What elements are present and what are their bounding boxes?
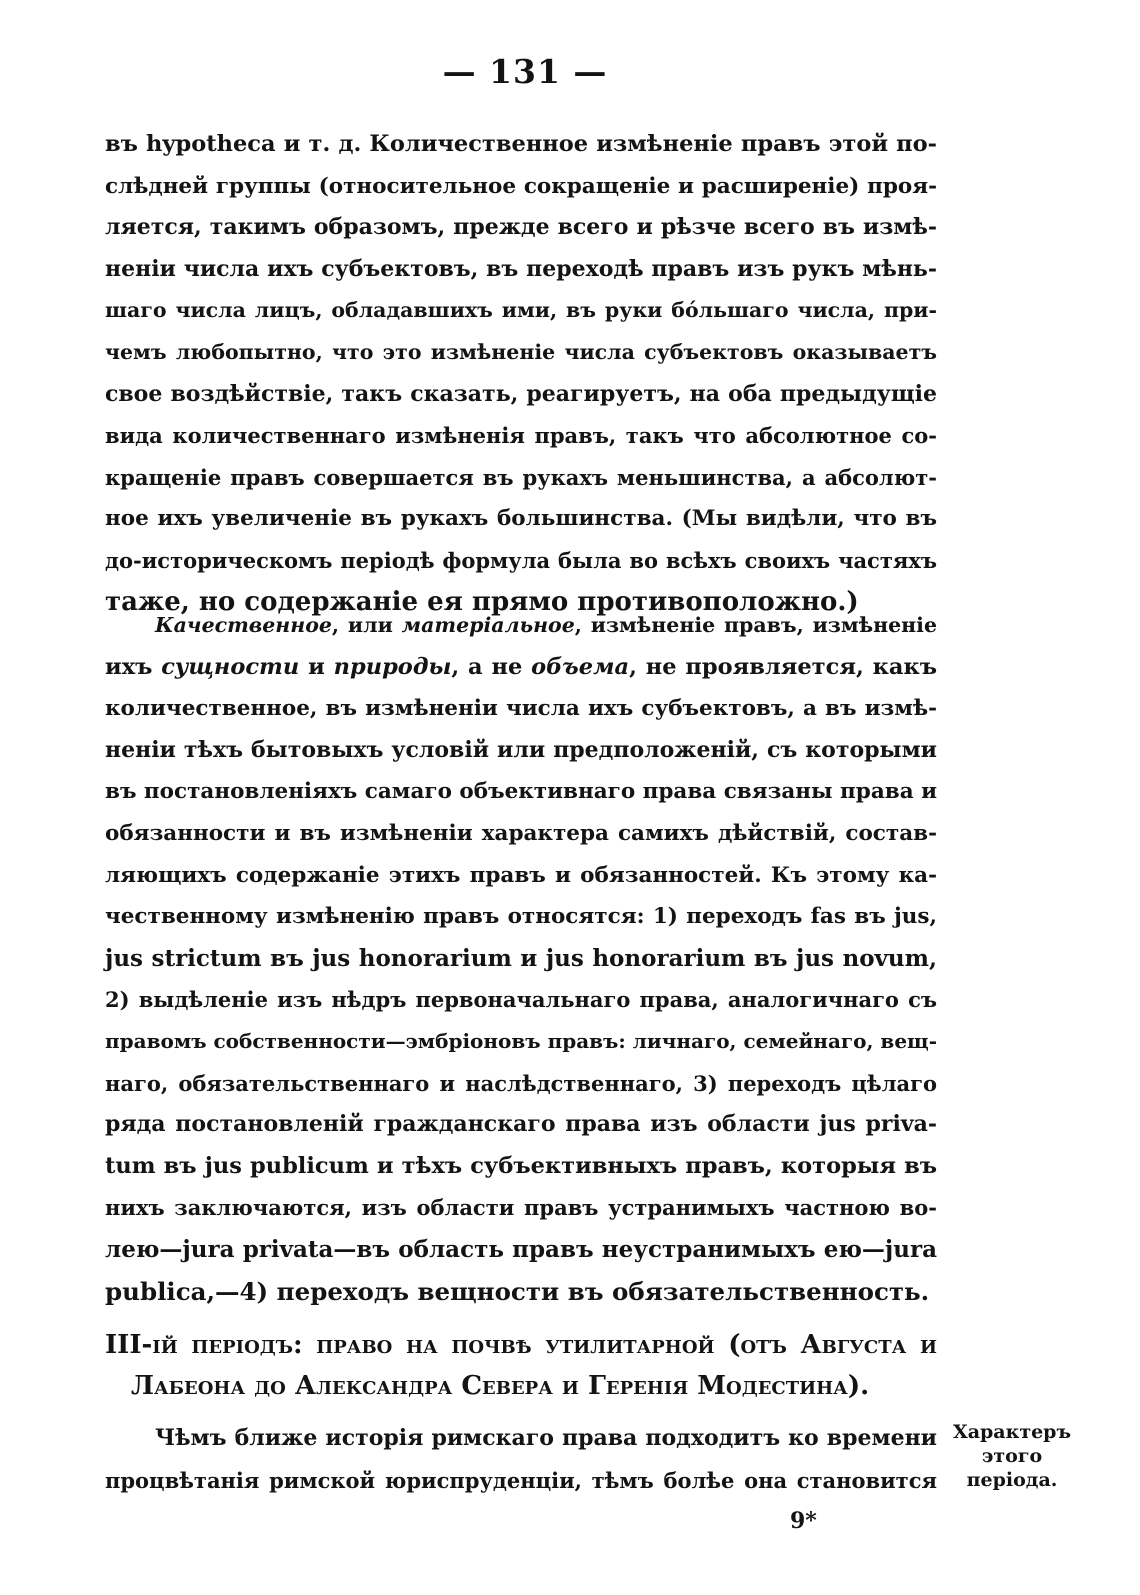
text-line: 2) выдѣленіе изъ нѣдръ первоначальнаго права, аналогичнаго съ bbox=[105, 987, 937, 1013]
text-run: ихъ bbox=[105, 653, 162, 680]
text-line bbox=[105, 647, 937, 689]
text-line: неніи тѣхъ бытовыхъ условій или предположеній, съ которыми bbox=[105, 736, 937, 763]
italic-term: объема bbox=[531, 653, 630, 680]
period-heading bbox=[105, 1325, 937, 1407]
text-line: вида количественнаго измѣненія правъ, такъ что абсолютное со- bbox=[105, 423, 937, 449]
text-line: нихъ заключаются, изъ области правъ устранимыхъ частною во- bbox=[105, 1195, 937, 1221]
text-run: , или bbox=[331, 613, 402, 637]
text-line: ляется, такимъ образомъ, прежде всего и рѣзче всего въ измѣ- bbox=[105, 214, 937, 241]
paragraph-period-character bbox=[105, 1418, 937, 1501]
paragraph-qualitative-change bbox=[105, 605, 937, 1312]
text-line bbox=[105, 605, 937, 647]
text-line: слѣдней группы (относительное сокращеніе и расширеніе) проя- bbox=[105, 173, 937, 199]
text-line: чемъ любопытно, что это измѣненіе числа субъектовъ оказываетъ bbox=[105, 339, 937, 364]
heading-line: Лабеона до Александра Севера и Геренія Модестина). bbox=[131, 1371, 870, 1401]
text-line: ряда постановленій гражданскаго права изъ области jus priva- bbox=[105, 1111, 937, 1138]
italic-term: Качественное bbox=[155, 613, 332, 637]
text-line: обязанности и въ измѣненіи характера самихъ дѣйствій, состав- bbox=[105, 820, 937, 846]
text-run: , а не bbox=[451, 653, 532, 680]
text-run: и bbox=[299, 653, 334, 680]
paragraph-quantitative-change bbox=[105, 124, 937, 623]
margin-note-line: этого періода. bbox=[966, 1445, 1058, 1491]
text-line: ляющихъ содержаніе этихъ правъ и обязанностей. Къ этому ка- bbox=[105, 862, 937, 888]
text-line: правомъ собственности—эмбріоновъ правъ: личнаго, семейнаго, вещ- bbox=[105, 1028, 937, 1053]
text-run: , не проявляется, какъ bbox=[629, 653, 937, 680]
text-line: наго, обязательственнаго и наслѣдственнаго, 3) переходъ цѣлаго bbox=[105, 1070, 937, 1096]
text-line: лею—jura privata—въ область правъ неустранимыхъ ею—jura bbox=[105, 1235, 937, 1263]
text-line: кращеніе правъ совершается въ рукахъ меньшинства, а абсолют- bbox=[105, 464, 937, 490]
text-line: publica,—4) переходъ вещности въ обязательственность. bbox=[105, 1276, 930, 1306]
heading-line: III-ій періодъ: право на почвѣ утилитарной (отъ Августа и bbox=[105, 1330, 937, 1360]
margin-note bbox=[937, 1420, 1087, 1492]
text-line: въ постановленіяхъ самаго объективнаго права связаны права и bbox=[105, 779, 938, 805]
text-line: процвѣтанія римской юриспруденціи, тѣмъ болѣе она становится bbox=[105, 1467, 937, 1493]
page-number: — 131 — bbox=[442, 52, 608, 91]
margin-note-line: Характеръ bbox=[952, 1421, 1072, 1443]
text-line: tum въ jus publicum и тѣхъ субъективныхъ правъ, которыя въ bbox=[105, 1152, 937, 1179]
italic-term: матеріальное bbox=[401, 613, 575, 637]
text-run: , измѣненіе правъ, измѣненіе bbox=[574, 613, 937, 637]
text-line: ное ихъ увеличеніе въ рукахъ большинства. (Мы видѣли, что въ bbox=[105, 506, 937, 532]
text-line: шаго числа лицъ, обладавшихъ ими, въ руки бóльшаго числа, при- bbox=[105, 298, 937, 323]
text-line: неніи числа ихъ субъектовъ, въ переходѣ правъ изъ рукъ мѣнь- bbox=[105, 255, 937, 282]
italic-term: сущности bbox=[161, 653, 300, 680]
italic-term: природы bbox=[333, 653, 452, 680]
text-line: таже, но содержаніе ея прямо противоположно.) bbox=[105, 586, 859, 617]
text-line: Чѣмъ ближе исторія римскаго права подходитъ ко времени bbox=[155, 1425, 937, 1451]
text-line: jus strictum въ jus honorarium и jus honorarium въ jus novum, bbox=[105, 944, 937, 972]
text-line: чественному измѣненію правъ относятся: 1) переходъ fas въ jus, bbox=[105, 904, 937, 930]
text-line: въ hypotheca и т. д. Количественное измѣненіе правъ этой по- bbox=[105, 131, 937, 157]
text-line: до-историческомъ періодѣ формула была во всѣхъ своихъ частяхъ bbox=[105, 547, 937, 573]
text-line: количественное, въ измѣненіи числа ихъ субъектовъ, а въ измѣ- bbox=[105, 696, 937, 722]
signature-mark: 9* bbox=[790, 1508, 817, 1534]
text-line: свое воздѣйствіе, такъ сказать, реагируетъ, на оба предыдущіе bbox=[105, 380, 937, 407]
